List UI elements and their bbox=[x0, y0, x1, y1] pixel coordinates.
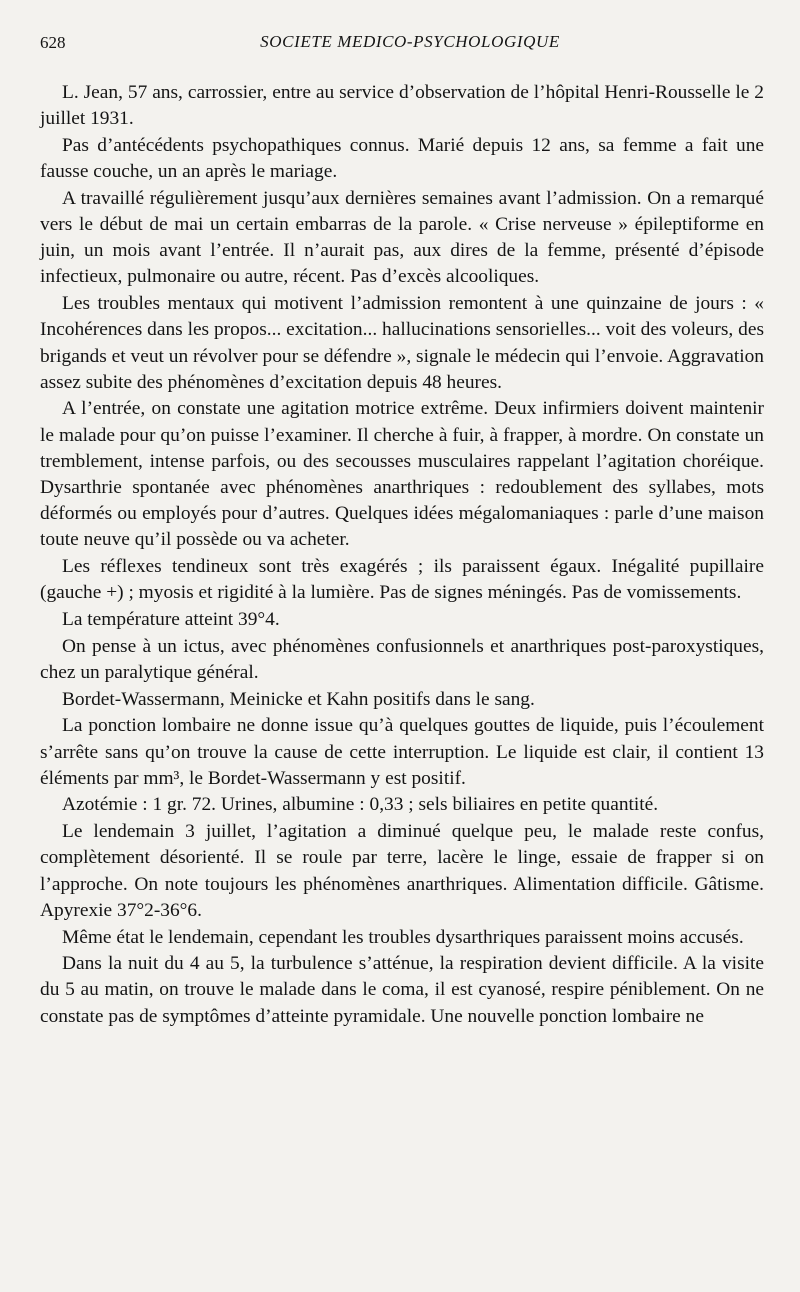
paragraph: L. Jean, 57 ans, carrossier, entre au service d’observation de l’hôpital Henri-Rousselle le 2 juillet 1931. bbox=[40, 82, 764, 130]
paragraph: Bordet-Wassermann, Meinicke et Kahn positifs dans le sang. bbox=[62, 688, 535, 710]
paragraph: Azotémie : 1 gr. 72. Urines, albumine : 0,33 ; sels biliaires en petite quantité. bbox=[62, 794, 659, 816]
paragraph: Les réflexes tendineux sont très exagérés ; ils paraissent égaux. Inégalité pupillaire (gauche +) ; myosis et rigidité à la lumière. Pas de signes méningés. Pas de vomissements. bbox=[40, 556, 764, 604]
paragraph: Dans la nuit du 4 au 5, la turbulence s’atténue, la respiration devient difficile. A la visite du 5 au matin, on trouve le malade dans le coma, il est cyanosé, respire péniblement. On ne constate pas de symptômes d’atteinte pyramidale. Une nouvelle ponction lombaire ne bbox=[40, 953, 764, 1027]
page-number: 628 bbox=[40, 33, 66, 52]
paragraph: La ponction lombaire ne donne issue qu’à quelques gouttes de liquide, puis l’écoulement s’arrête sans qu’on trouve la cause de cette interruption. Le liquide est clair, il contient 13 éléments par mm³, le Bordet-Wassermann y est positif. bbox=[40, 715, 764, 789]
paragraph: Le lendemain 3 juillet, l’agitation a diminué quelque peu, le malade reste confus, complètement désorienté. Il se roule par terre, lacère le linge, essaie de frapper si on l’approche. On note toujours les phénomènes anarthriques. Alimentation difficile. Gâtisme. Apyrexie 37°2-36°6. bbox=[40, 821, 764, 921]
paragraph: La température atteint 39°4. bbox=[62, 609, 280, 631]
paragraph: On pense à un ictus, avec phénomènes confusionnels et anarthriques post-paroxystiques, chez un paralytique général. bbox=[40, 635, 764, 683]
paragraph: A l’entrée, on constate une agitation motrice extrême. Deux infirmiers doivent maintenir le malade pour qu’on puisse l’examiner. Il cherche à fuir, à frapper, à mordre. On constate un tremblement, intense parfois, ou des secousses musculaires rappelant l’agitation choréique. Dysarthrie spontanée avec phénomènes anarthriques : redoublement des syllabes, mots déformés ou employés pour d’autres. Quelques idées mégalomaniaques : parle d’une maison toute neuve qu’il possède ou va acheter. bbox=[40, 398, 764, 551]
page-header bbox=[40, 33, 780, 57]
body-text bbox=[40, 80, 764, 1030]
paragraph: Pas d’antécédents psychopathiques connus. Marié depuis 12 ans, sa femme a fait une fausse couche, un an après le mariage. bbox=[40, 134, 764, 183]
paragraph: Les troubles mentaux qui motivent l’admission remontent à une quinzaine de jours : « Incohérences dans les propos... excitation... hallucinations sensorielles... voit des voleurs, des brigands et veut un révolver pour se défendre », signale le médecin qui l’envoie. Aggravation assez subite des phénomènes d’excitation depuis 48 heures. bbox=[40, 293, 764, 393]
paragraph: Même état le lendemain, cependant les troubles dysarthriques paraissent moins accusés. bbox=[62, 926, 744, 948]
paragraph: A travaillé régulièrement jusqu’aux dernières semaines avant l’admission. On a remarqué vers le début de mai un certain embarras de la parole. « Crise nerveuse » épileptiforme en juin, un mois avant l’entrée. Il n’aurait pas, aux dires de la femme, présenté d’épisode infectieux, pulmonaire ou autre, récent. Pas d’excès alcooliques. bbox=[40, 187, 764, 288]
running-title: SOCIETE MEDICO-PSYCHOLOGIQUE bbox=[260, 32, 560, 51]
